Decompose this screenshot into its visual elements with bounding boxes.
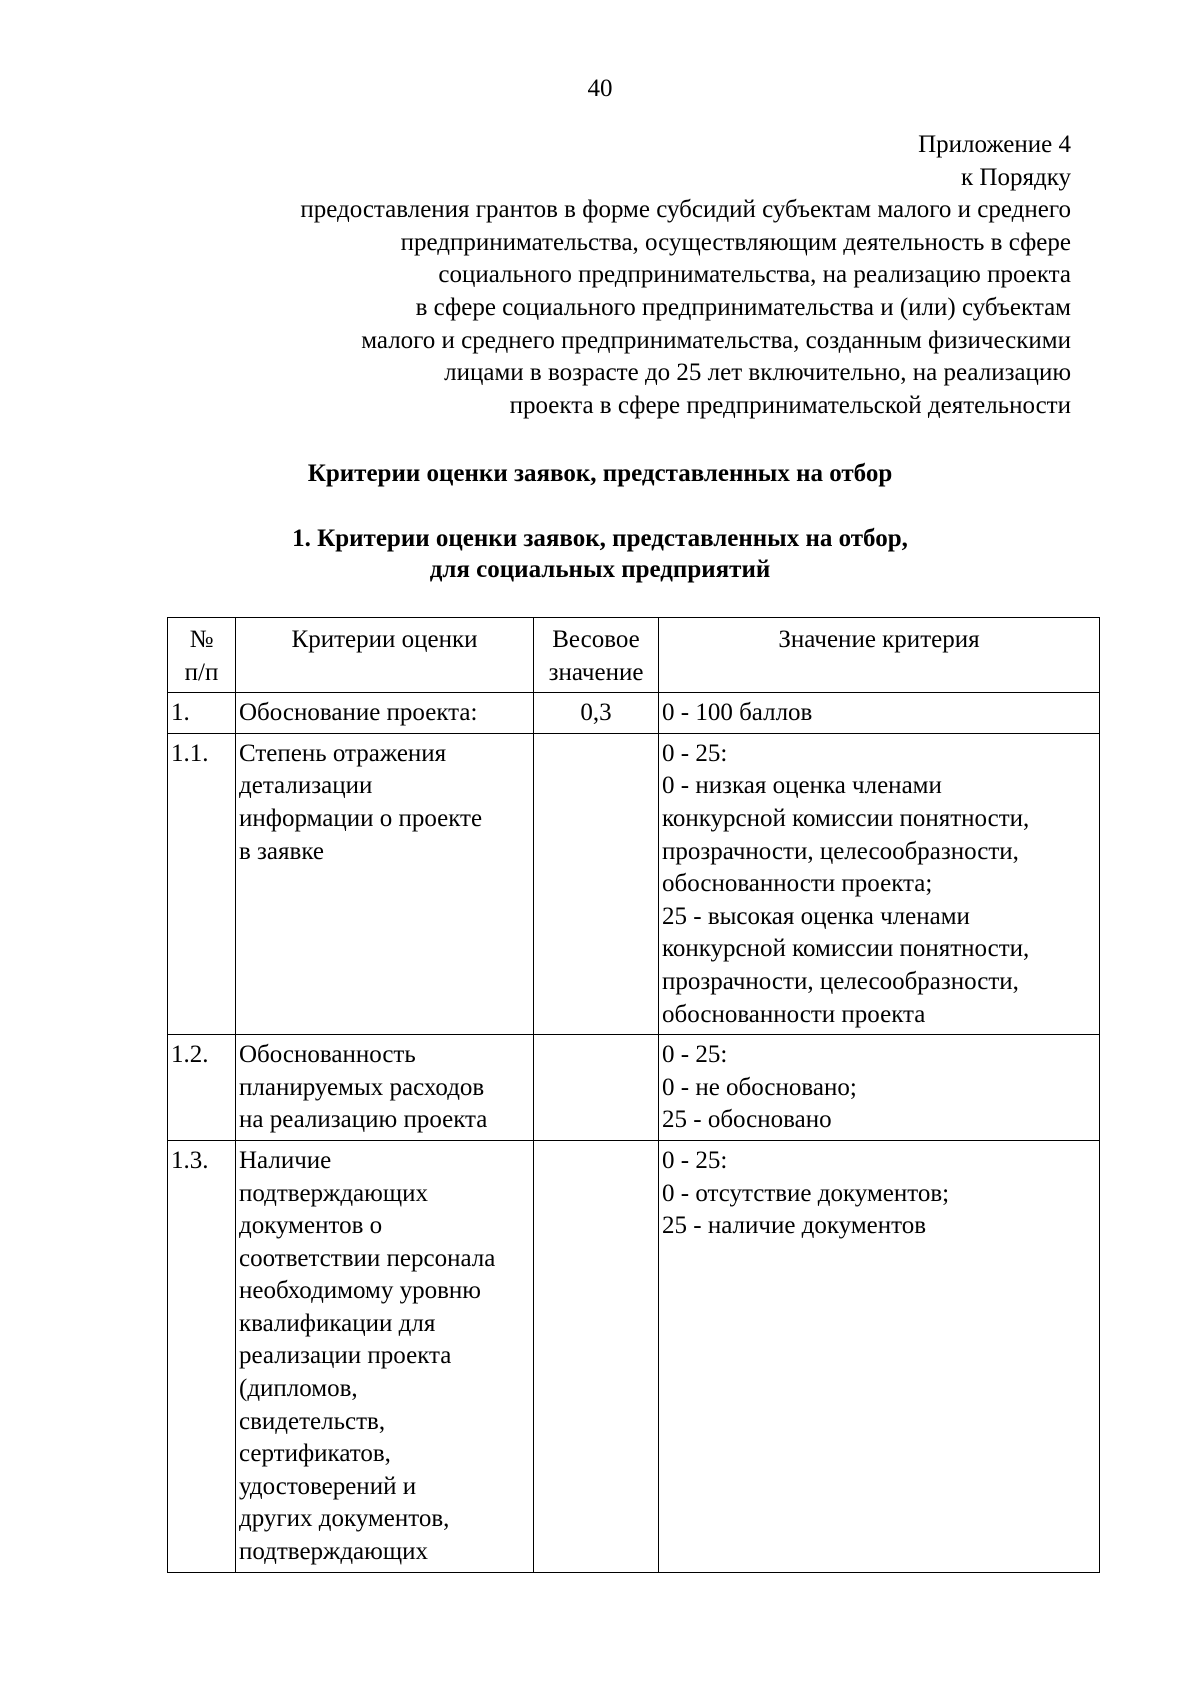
header-weight bbox=[534, 618, 659, 693]
annex-line: Приложение 4 bbox=[918, 131, 1071, 158]
annex-line: социального предпринимательства, на реализацию проекта bbox=[438, 261, 1071, 289]
header-num bbox=[168, 618, 236, 693]
annex-line: малого и среднего предпринимательства, созданным физическими bbox=[361, 326, 1071, 354]
cell-line: (дипломов, bbox=[239, 1375, 358, 1403]
criteria-table bbox=[167, 617, 1100, 1573]
cell-weight: 0,3 bbox=[534, 693, 659, 734]
cell-value bbox=[659, 693, 1100, 734]
cell-line: свидетельств, bbox=[239, 1407, 386, 1435]
cell-line: 0 - 25: bbox=[662, 1146, 728, 1174]
cell-line: 0 - 25: bbox=[662, 739, 728, 767]
annex-line: лицами в возрасте до 25 лет включительно, на реализацию bbox=[444, 359, 1071, 387]
cell-line: квалификации для bbox=[239, 1309, 436, 1337]
header-num-line: п/п bbox=[184, 658, 219, 686]
cell-num: 1.2. bbox=[168, 1035, 236, 1141]
cell-line: реализации проекта bbox=[239, 1342, 452, 1370]
table-row bbox=[168, 1140, 1100, 1572]
cell-line: 25 - высокая оценка членами bbox=[662, 902, 970, 930]
cell-line: Обоснованность bbox=[239, 1041, 416, 1069]
cell-line: конкурсной комиссии понятности, bbox=[662, 804, 1030, 832]
cell-line: планируемых расходов bbox=[239, 1073, 485, 1101]
cell-value bbox=[659, 1035, 1100, 1141]
cell-line: детализации bbox=[239, 772, 373, 800]
annex-line: предпринимательства, осуществляющим деятельность в сфере bbox=[400, 228, 1071, 256]
cell-line: Степень отражения bbox=[239, 739, 447, 767]
cell-line: обоснованности проекта; bbox=[662, 870, 933, 898]
cell-num: 1.1. bbox=[168, 733, 236, 1034]
cell-num: 1. bbox=[168, 693, 236, 734]
cell-line: документов о bbox=[239, 1212, 383, 1240]
section-title-line: для социальных предприятий bbox=[429, 556, 771, 583]
cell-line: на реализацию проекта bbox=[239, 1106, 488, 1134]
document-title bbox=[0, 458, 1200, 489]
header-weight-line: значение bbox=[548, 658, 644, 686]
table-row bbox=[168, 733, 1100, 1034]
cell-criterion bbox=[236, 1035, 534, 1141]
cell-line: необходимому уровню bbox=[239, 1277, 481, 1305]
cell-line: подтверждающих bbox=[239, 1179, 428, 1207]
cell-line: удостоверений и bbox=[239, 1472, 417, 1500]
cell-line: 0 - 25: bbox=[662, 1041, 728, 1069]
cell-line: 0 - не обосновано; bbox=[662, 1073, 857, 1101]
cell-line: сертификатов, bbox=[239, 1440, 391, 1468]
table-header-row bbox=[168, 618, 1100, 693]
cell-line: 25 - обосновано bbox=[662, 1106, 832, 1134]
header-value-line: Значение критерия bbox=[778, 626, 980, 653]
cell-line: 0 - низкая оценка членами bbox=[662, 772, 942, 800]
cell-criterion bbox=[236, 733, 534, 1034]
cell-line: прозрачности, целесообразности, bbox=[662, 837, 1019, 865]
annex-line: предоставления грантов в форме субсидий субъектам малого и среднего bbox=[300, 196, 1071, 224]
cell-value bbox=[659, 1140, 1100, 1572]
cell-weight bbox=[534, 1035, 659, 1141]
header-weight-line: Весовое bbox=[552, 626, 640, 653]
cell-line: Наличие bbox=[239, 1146, 332, 1174]
page-number: 40 bbox=[587, 75, 613, 102]
header-criterion-line: Критерии оценки bbox=[291, 626, 478, 653]
cell-line: подтверждающих bbox=[239, 1538, 428, 1566]
table-row bbox=[168, 1035, 1100, 1141]
cell-line: 0 - 100 баллов bbox=[662, 699, 813, 727]
cell-weight bbox=[534, 733, 659, 1034]
cell-line: 25 - наличие документов bbox=[662, 1212, 927, 1240]
cell-criterion bbox=[236, 1140, 534, 1572]
cell-line: 0 - отсутствие документов; bbox=[662, 1179, 950, 1207]
cell-line: конкурсной комиссии понятности, bbox=[662, 935, 1030, 963]
cell-line: Обоснование проекта: bbox=[239, 699, 478, 727]
annex-line: проекта в сфере предпринимательской деятельности bbox=[509, 391, 1071, 419]
table-row bbox=[168, 693, 1100, 734]
cell-line: других документов, bbox=[239, 1505, 450, 1533]
cell-line: в заявке bbox=[239, 837, 324, 865]
section-title-line: 1. Критерии оценки заявок, представленных на отбор, bbox=[292, 525, 908, 552]
section-title bbox=[0, 523, 1200, 585]
cell-value bbox=[659, 733, 1100, 1034]
cell-line: соответствии персонала bbox=[239, 1244, 496, 1272]
header-num-line: № bbox=[189, 626, 214, 653]
cell-line: прозрачности, целесообразности, bbox=[662, 967, 1019, 995]
annex-line: в сфере социального предпринимательства и (или) субъектам bbox=[415, 293, 1071, 321]
header-value bbox=[659, 618, 1100, 693]
cell-line: информации о проекте bbox=[239, 804, 483, 832]
cell-criterion bbox=[236, 693, 534, 734]
header-criterion bbox=[236, 618, 534, 693]
cell-weight bbox=[534, 1140, 659, 1572]
annex-line: к Порядку bbox=[961, 163, 1071, 191]
annex-reference bbox=[111, 129, 1071, 422]
cell-line: обоснованности проекта bbox=[662, 1000, 926, 1028]
document-title-text: Критерии оценки заявок, представленных на отбор bbox=[307, 460, 893, 487]
cell-num: 1.3. bbox=[168, 1140, 236, 1572]
